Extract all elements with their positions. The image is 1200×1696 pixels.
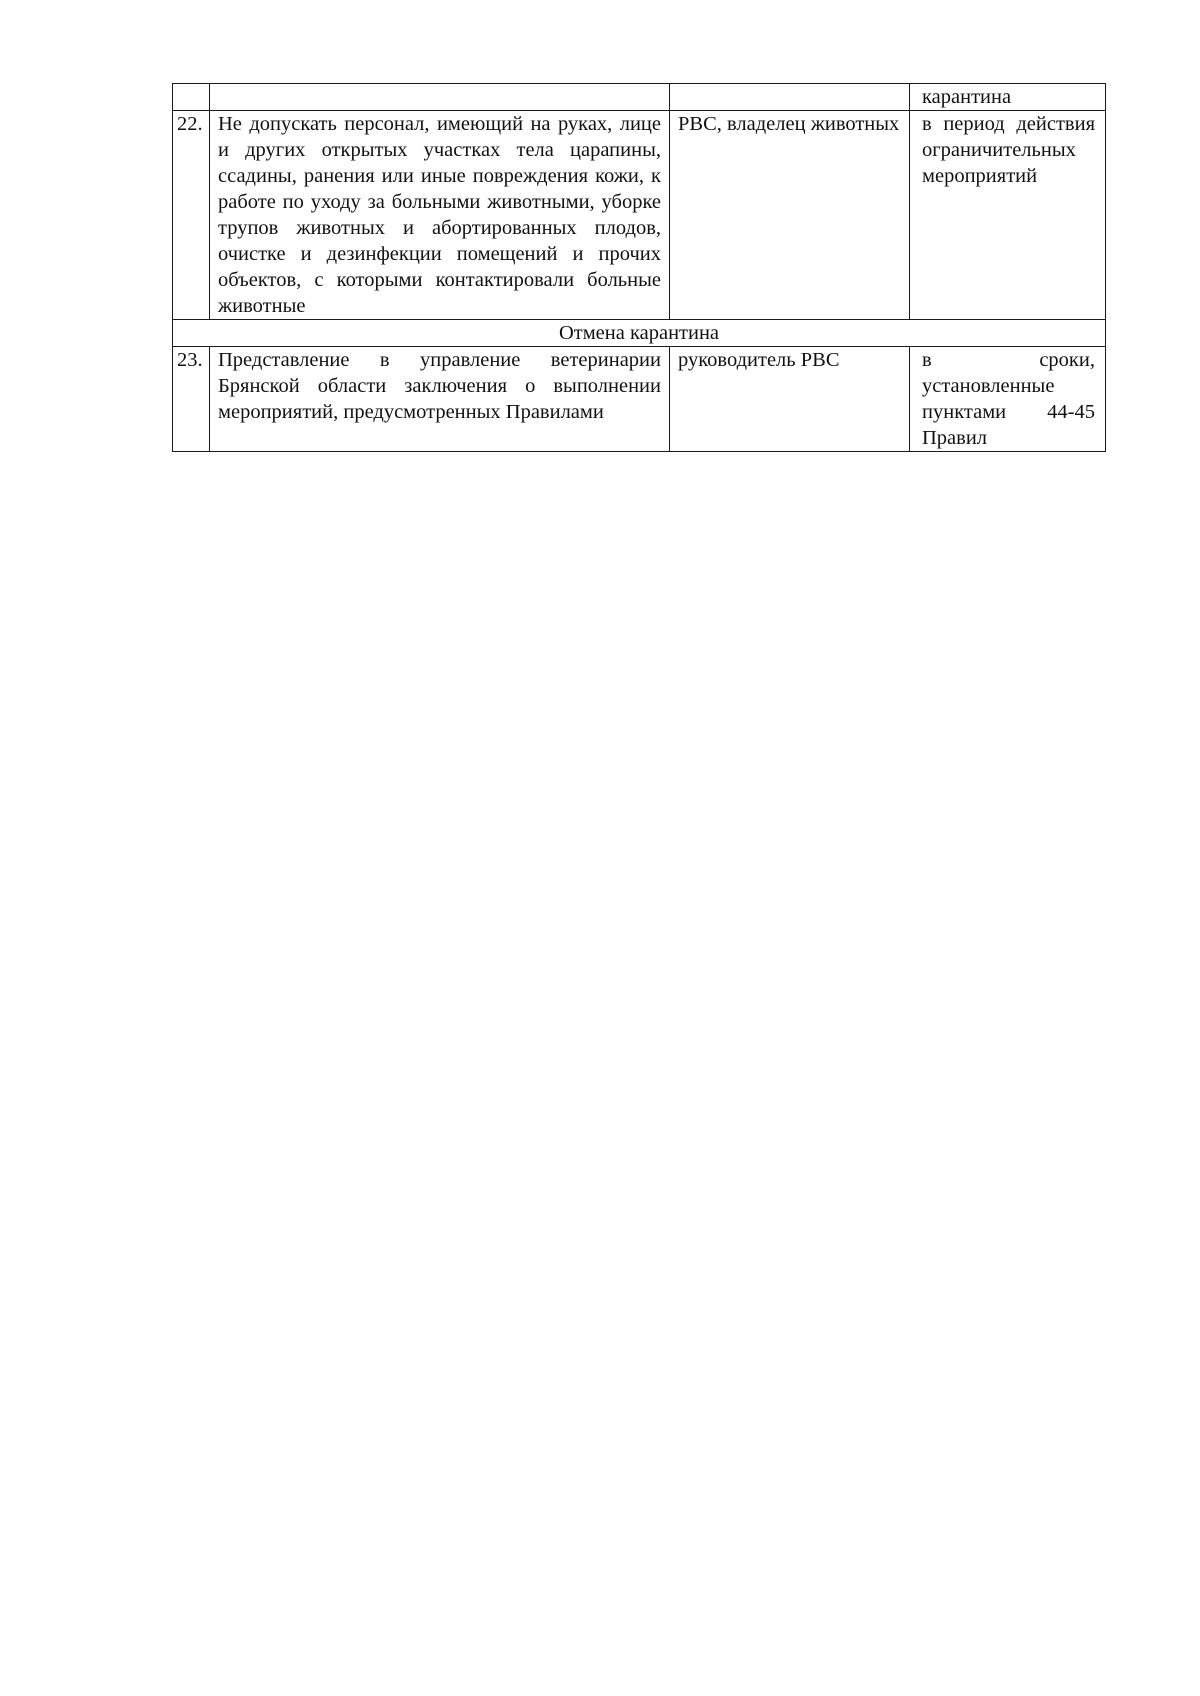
section-heading-row: [173, 320, 1106, 347]
row-number-cell: 22.: [173, 111, 210, 320]
executor-cell: РВС, владелец животных: [670, 111, 910, 320]
executor-cell: [670, 84, 910, 111]
measure-cell: [210, 84, 670, 111]
measure-cell: Представление в управление ветеринарии Брянской области заключения о выполнении мероприятий, предусмотренных Правилами: [210, 347, 670, 452]
term-cell: в сроки, установленные пунктами 44-45 Правил: [910, 347, 1106, 452]
executor-cell: руководитель РВС: [670, 347, 910, 452]
section-heading: Отмена карантина: [173, 320, 1106, 347]
measure-cell: Не допускать персонал, имеющий на руках, лице и других открытых участках тела царапины, ссадины, ранения или иные повреждения кожи, к работе по уходу за больными животными, уборке трупов животных и абортированных плодов, очистке и дезинфекции помещений и прочих объектов, с которыми контактировали больные животные: [210, 111, 670, 320]
row-number-cell: [173, 84, 210, 111]
table-row: [173, 84, 1106, 111]
table-row: [173, 347, 1106, 452]
measures-table: [172, 83, 1106, 452]
row-number-cell: 23.: [173, 347, 210, 452]
term-cell: в период действия ограничительных мероприятий: [910, 111, 1106, 320]
term-cell: карантина: [910, 84, 1106, 111]
table-row: [173, 111, 1106, 320]
